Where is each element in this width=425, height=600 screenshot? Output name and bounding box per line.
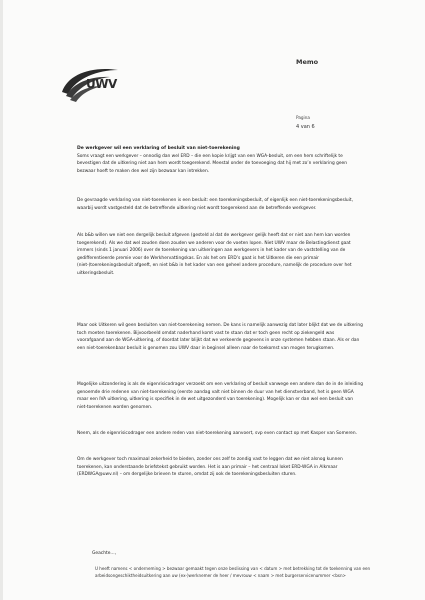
section-title: De werkgever wil een verklaring of besluit van niet-toerekening [77,146,240,151]
page-label: Pagina [296,115,310,120]
letter-text: U heeft namens < onderneming > bezwaar gemaakt tegen onze beslissing van < datum > met betrekking tot de toekenning van een arbeidsongeschiktheidsuitkering aan uw (ex-)werknemer de heer / mevrouw < naam > met burgerservicenummer <bsn> [95,566,371,578]
document-type: Memo [296,58,319,66]
paragraph-5: Mogelijke uitzondering is als de eigenrisicodrager verzoekt om een verklaring of besluit vanwege een andere dan de in de inleiding genoemde drie redenen van niet-toerekening (eerste aandag valt niet binnen de duur van het dienstverband, het is geen WGA maar een IVA uitkering, uitkering is specifiek in de wet uitgezonderd van toerekening). Mogelijk kan er dan wel een besluit van niet-toerekenen worden genomen. [77,382,363,410]
section-block-1 [77,145,363,175]
paragraph-3: Als b&b willen we niet een dergelijk besluit afgeven (gesteld al dat de werkgever gelijk heeft dat er niet aan hem kan worden toegerekend). Als we dat wel zouden doen zouden we anderen voor de voeten lopen. Niet UWV maar de Belastingdienst gaat immers (sinds 1 januari 2006) over de toerekening van uitkeringen aan werkgevers in het kader van de vaststelling van de gedifferentieerde premie voor de Werkhervattingskas. En als het om ERD’s gaat is het Uitkeren die een primair (niet-)toerekeningsbesluit afgeeft, en niet b&b in het kader van een geheel andere procedure, namelijk de procedure over het uitkeringsbesluit. [77,233,352,276]
page-number: 4 van 6 [296,124,315,130]
scan-edge [0,0,3,600]
paragraph-4: Maar ook Uitkeren wil geen besluiten van niet-toerekening nemen. De kans is namelijk aanwezig dat later blijkt dat we de uitkering toch moeten toerekenen. Bijvoorbeeld omdat naderhand komt vast te staan dat er toch geen recht op ziekengeld was voorafgaand aan de WGA-uitkering, of doordat later blijkt dat we verkeerde gegevens in onze systemen hebben staan. Als er dan een niet-toerekenbaar besluit is genomen zou UWV daar in beginsel alleen naar de toekomst van mogen terugkomen. [77,323,363,351]
paragraph-2: De gevraagde verklaring van niet-toerekenen is een besluit: een toerekeningsbesluit, of eigenlijk een niet-toerekeningsbesluit, waarbij wordt vastgesteld dat de betreffende uitkering niet wordt toegerekend aan de betreffende werkgever. [77,198,353,211]
paragraph-6: Neem, als de eigenrisicodrager een andere reden van niet-toerekening aanvoert, svp even contact op met Kasper van Someren. [77,431,357,436]
paragraph-1: Soms vraagt een werkgever – onnodig dan wel ERD – die een kopie krijgt van een WGA-besluit, om een hem schriftelijk te bevestigen dat de uitkering niet aan hem wordt toegerekend. Meestal onder de toevoeging dat hij met zo’n verklaring geen bezwaar hoeft te maken den wel zijn bezwaar kan intrekken. [77,153,347,174]
logo-text: UWV [86,77,117,91]
paragraph-7: Om de werkgever toch maximaal zekerheid te bieden, zonder ons zelf te zondig vast te leggen dat we niet alsnog kunnen toerekenen, kan onderstaande briefstekst gebruikt worden. Het is aan primair – het centraal loket ERD-WGA in Alkmaar (ERDWGA@uwv.nl) – om dergelijke brieven te sturen, omdat zij ook de toerekeningsbesluiten sturen. [77,457,343,477]
letter-greeting: Geachte..., [92,551,116,556]
